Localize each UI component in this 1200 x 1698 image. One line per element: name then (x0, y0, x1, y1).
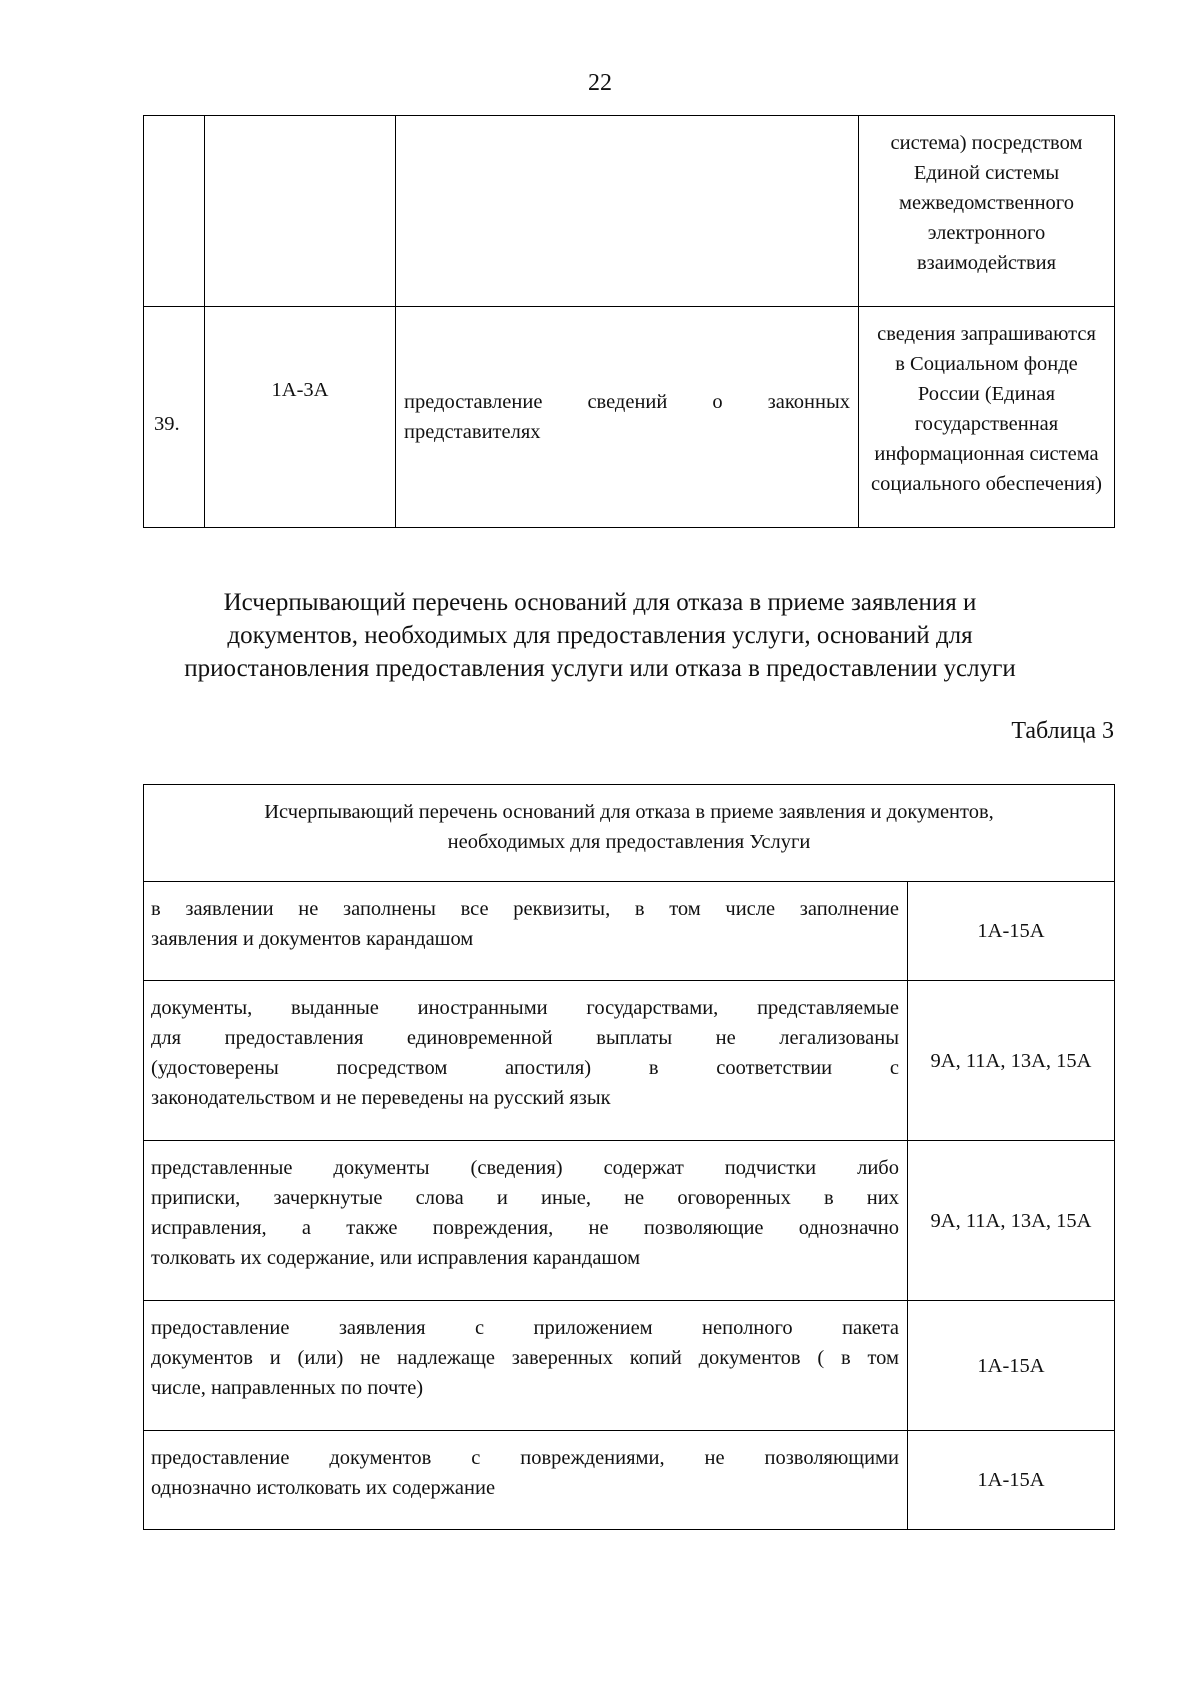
table-header-row (144, 785, 1115, 882)
section-heading (60, 586, 1140, 685)
page-number: 22 (588, 70, 612, 96)
reason-cell (144, 1301, 908, 1431)
reason-line: представленные документы (сведения) содержат подчистки либо (151, 1157, 899, 1179)
reason-line: в заявлении не заполнены все реквизиты, в том числе заполнение (151, 898, 899, 920)
reason-cell (144, 1431, 908, 1530)
row-number-cell: 39. (144, 307, 205, 528)
table-header-cell (144, 785, 1115, 882)
source-line: государственная (914, 413, 1059, 435)
code-cell (205, 116, 396, 307)
applicability-cell: 9А, 11А, 13А, 15А (908, 981, 1115, 1141)
reason-cell (144, 981, 908, 1141)
reason-line: для предоставления единовременной выплаты не легализованы (151, 1027, 899, 1049)
heading-line: приостановления предоставления услуги или отказа в предоставлении услуги (184, 655, 1016, 682)
reason-cell (144, 1141, 908, 1301)
applicability-cell: 1А-15А (908, 1301, 1115, 1431)
reason-line: предоставление заявления с приложением неполного пакета (151, 1317, 899, 1339)
reason-line: однозначно истолковать их содержание (151, 1477, 496, 1499)
source-line: взаимодействия (916, 252, 1057, 274)
refusal-grounds-table (143, 784, 1115, 1530)
table-row (144, 307, 1115, 528)
table-caption: Таблица 3 (1011, 718, 1114, 744)
reason-line: предоставление документов с повреждениями, не позволяющими (151, 1447, 899, 1469)
reason-line: числе, направленных по почте) (151, 1377, 424, 1399)
description-cell (396, 116, 859, 307)
reason-line: приписки, зачеркнутые слова и иные, не оговоренных в них (151, 1187, 899, 1209)
table-row (144, 981, 1115, 1141)
source-cell (859, 307, 1115, 528)
source-line: электронного (927, 222, 1046, 244)
code-cell: 1А-3А (205, 307, 396, 528)
continuation-table (143, 115, 1115, 528)
source-line: сведения запрашиваются (877, 323, 1096, 345)
reason-line: (удостоверены посредством апостиля) в соответствии с (151, 1057, 899, 1079)
heading-line: Исчерпывающий перечень оснований для отказа в приеме заявления и (223, 589, 977, 616)
reason-line: документов и (или) не надлежаще заверенных копий документов ( в том (151, 1347, 899, 1369)
table-row (144, 116, 1115, 307)
table-row (144, 1431, 1115, 1530)
heading-line: документов, необходимых для предоставления услуги, оснований для (227, 622, 973, 649)
applicability-cell: 9А, 11А, 13А, 15А (908, 1141, 1115, 1301)
header-line: необходимых для предоставления Услуги (447, 831, 811, 853)
reason-line: законодательством и не переведены на русский язык (151, 1087, 611, 1109)
reason-line: документы, выданные иностранными государствами, представляемые (151, 997, 899, 1019)
source-line: Единой системы (913, 162, 1060, 184)
description-cell (396, 307, 859, 528)
source-line: межведомственного (899, 192, 1074, 214)
reason-line: заявления и документов карандашом (151, 928, 474, 950)
source-line: в Социальном фонде (895, 353, 1078, 375)
reason-line: толковать их содержание, или исправления карандашом (151, 1247, 641, 1269)
table-row (144, 882, 1115, 981)
source-line: система) посредством (890, 132, 1083, 154)
reason-line: исправления, а также повреждения, не позволяющие однозначно (151, 1217, 899, 1239)
row-number-cell (144, 116, 205, 307)
source-line: информационная система (874, 443, 1099, 465)
source-line: России (Единая (917, 383, 1056, 405)
description-line: предоставление сведений о законных (404, 391, 850, 413)
table-row (144, 1141, 1115, 1301)
applicability-cell: 1А-15А (908, 1431, 1115, 1530)
reason-cell (144, 882, 908, 981)
header-line: Исчерпывающий перечень оснований для отказа в приеме заявления и документов, (264, 801, 994, 823)
description-line: представителях (404, 421, 541, 443)
table-row (144, 1301, 1115, 1431)
applicability-cell: 1А-15А (908, 882, 1115, 981)
source-line: социального обеспечения) (871, 473, 1102, 495)
source-cell (859, 116, 1115, 307)
